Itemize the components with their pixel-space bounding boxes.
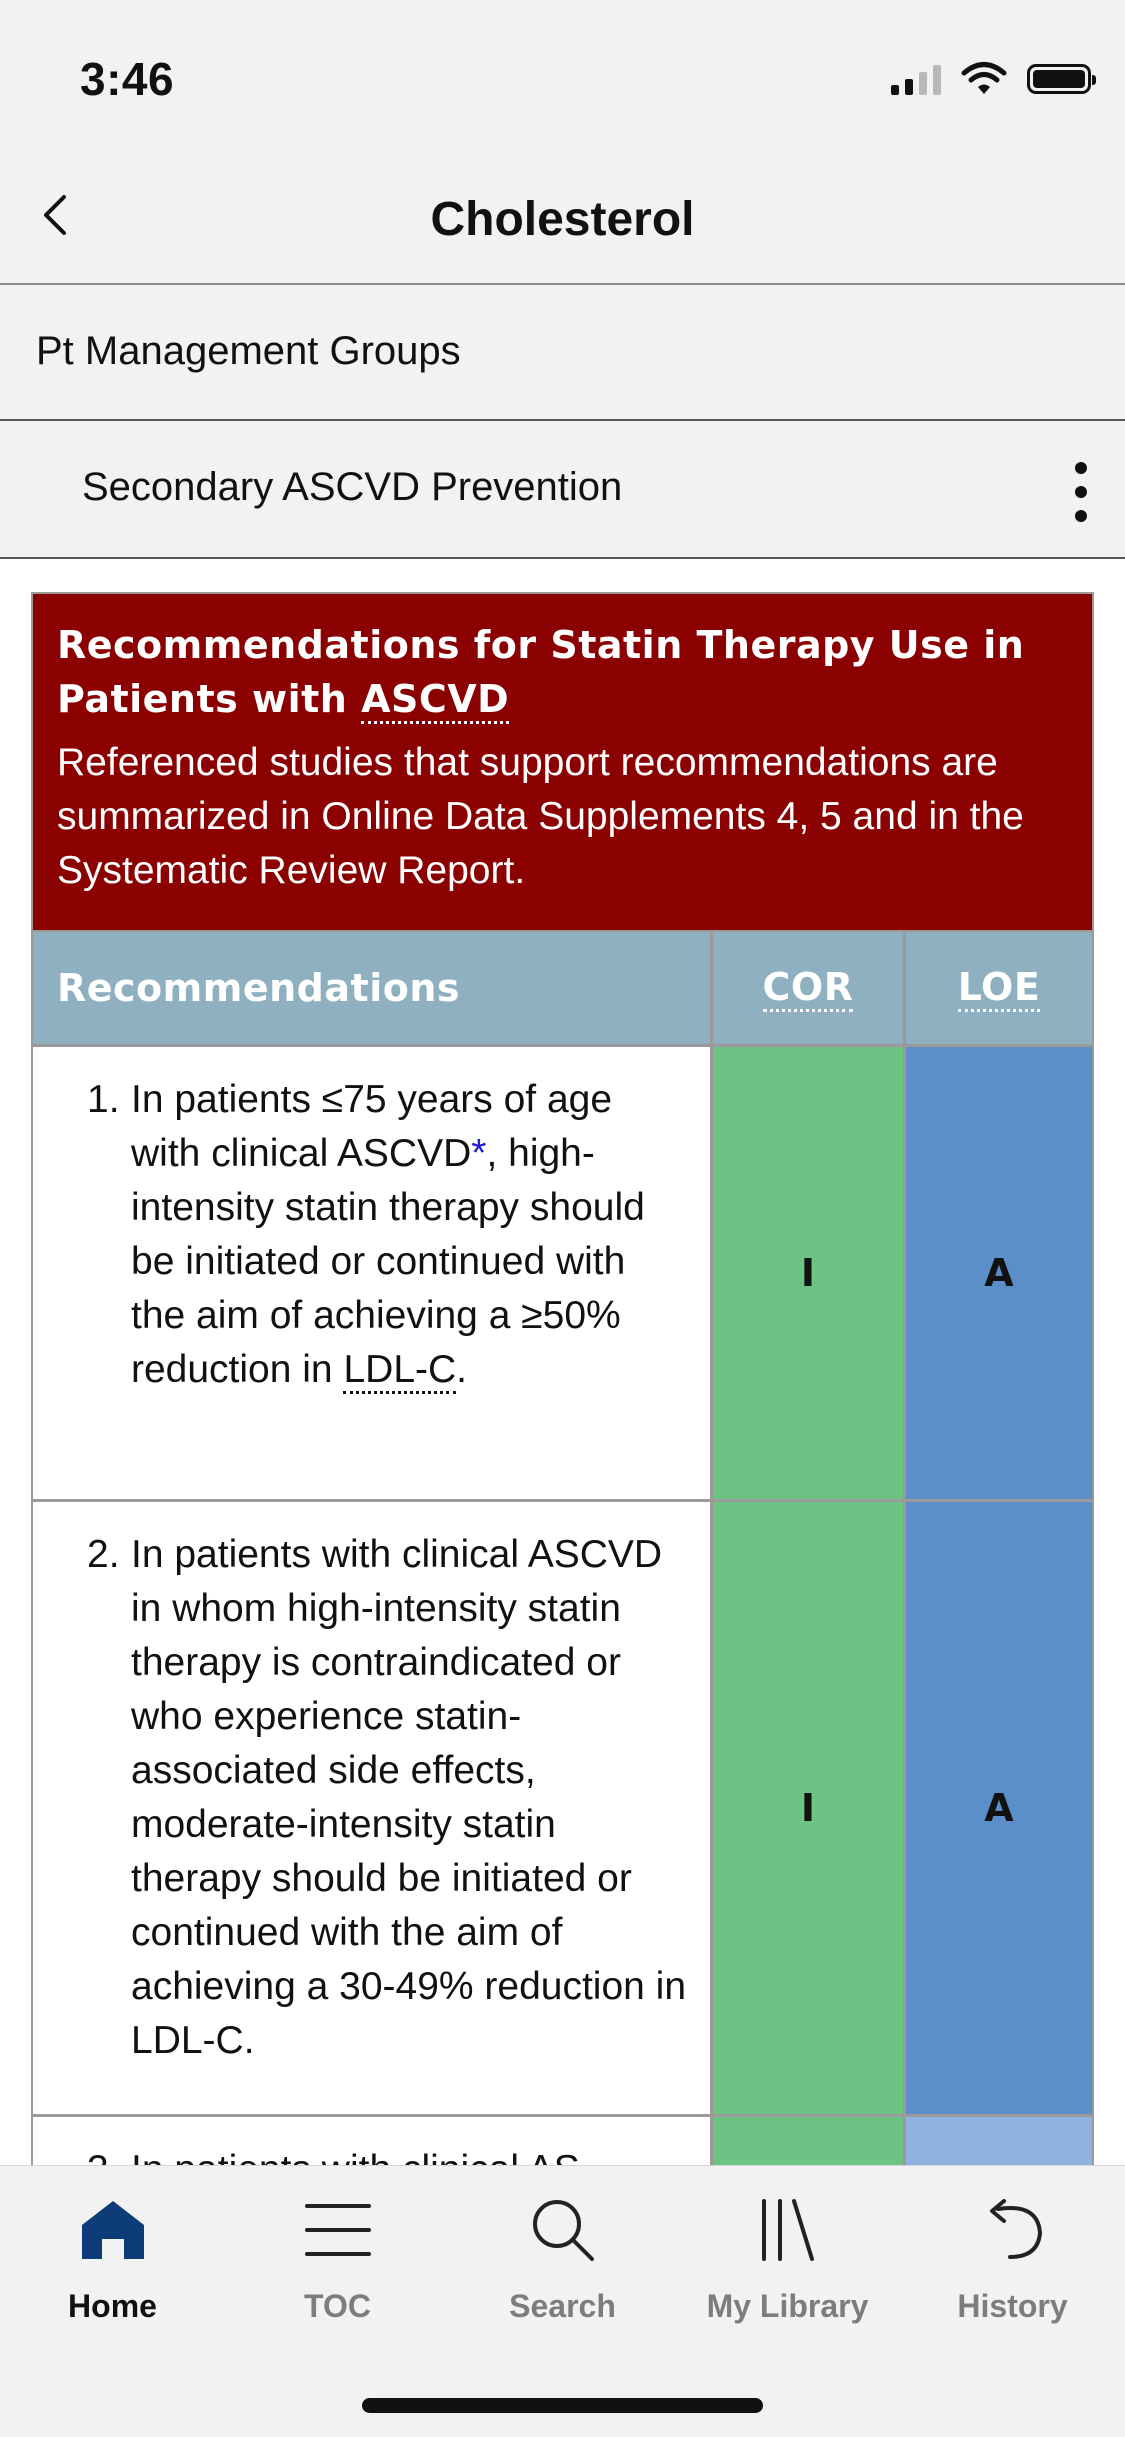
table-row [33, 1499, 1092, 2114]
ldl-c-abbreviation[interactable]: LDL-C [343, 1348, 456, 1394]
loe-abbreviation[interactable]: LOE [958, 965, 1041, 1012]
status-time: 3:46 [80, 53, 175, 105]
loe-cell: A [903, 1047, 1092, 1499]
more-dots-icon [1075, 462, 1087, 474]
cor-cell: I [710, 1047, 903, 1499]
table-subtitle: Referenced studies that support recommendations are summarized in Online Data Supplements 4, 5 and in the Systematic Review Report. [57, 741, 1024, 892]
table-title: Recommendations for Statin Therapy Use in Patients with ASCVD [57, 618, 1068, 726]
tab-label: Search [509, 2288, 616, 2324]
tab-history[interactable] [900, 2166, 1125, 2346]
breadcrumb-pt-management-groups[interactable] [0, 285, 1125, 421]
tab-home[interactable] [0, 2166, 225, 2346]
tab-search[interactable] [450, 2166, 675, 2346]
breadcrumb-secondary-ascvd-prevention[interactable] [0, 421, 1125, 559]
battery-icon [1027, 64, 1091, 94]
content-area[interactable] [0, 559, 1125, 2165]
page-title: Cholesterol [430, 193, 695, 246]
tab-label: My Library [706, 2288, 869, 2324]
status-icons [891, 62, 1091, 96]
breadcrumb-label: Pt Management Groups [36, 329, 461, 373]
ascvd-abbreviation[interactable]: ASCVD [361, 677, 509, 724]
cellular-signal-icon [891, 63, 941, 95]
home-icon [73, 2190, 153, 2270]
tab-label: Home [68, 2288, 157, 2324]
table-row [33, 1044, 1092, 1499]
home-indicator [362, 2398, 763, 2413]
library-icon [748, 2190, 828, 2270]
tab-bar [0, 2165, 1125, 2437]
table-header [33, 594, 1092, 930]
recommendation-text: 2. In patients with clinical ASCVD in whom high-intensity statin therapy is contraindicated or who experience statin-associated side effects, moderate-intensity statin therapy should be initiated or continued with the aim of achieving a 30-49% reduction in LDL-C. [33, 1502, 710, 2114]
footnote-asterisk-link[interactable]: * [471, 1132, 487, 1175]
tab-label: History [957, 2288, 1068, 2324]
recommendation-number: 1. [87, 1078, 120, 1121]
tab-toc[interactable] [225, 2166, 450, 2346]
column-header-loe [903, 932, 1092, 1044]
recommendation-text: 1. In patients ≤75 years of age with clinical ASCVD*, high-intensity statin therapy should be initiated or continued with the aim of achieving a ≥50% reduction in LDL-C. [33, 1047, 710, 1499]
cor-cell: I [710, 1502, 903, 2114]
history-icon [973, 2190, 1053, 2270]
navigation-bar [0, 150, 1125, 285]
tab-my-library[interactable] [675, 2166, 900, 2346]
recommendation-number: 2. [87, 1533, 120, 1576]
cor-abbreviation[interactable]: COR [763, 965, 854, 1012]
breadcrumb-label: Secondary ASCVD Prevention [82, 465, 623, 509]
column-header-recommendations: Recommendations [57, 966, 460, 1010]
column-header-row [33, 930, 1092, 1044]
more-options-button[interactable] [1051, 457, 1111, 527]
recommendations-table [31, 592, 1094, 2239]
wifi-icon [961, 62, 1007, 96]
list-icon [298, 2190, 378, 2270]
search-icon [523, 2190, 603, 2270]
tab-label: TOC [304, 2288, 371, 2324]
loe-cell: A [903, 1502, 1092, 2114]
status-bar [0, 0, 1125, 150]
column-header-cor [710, 932, 903, 1044]
